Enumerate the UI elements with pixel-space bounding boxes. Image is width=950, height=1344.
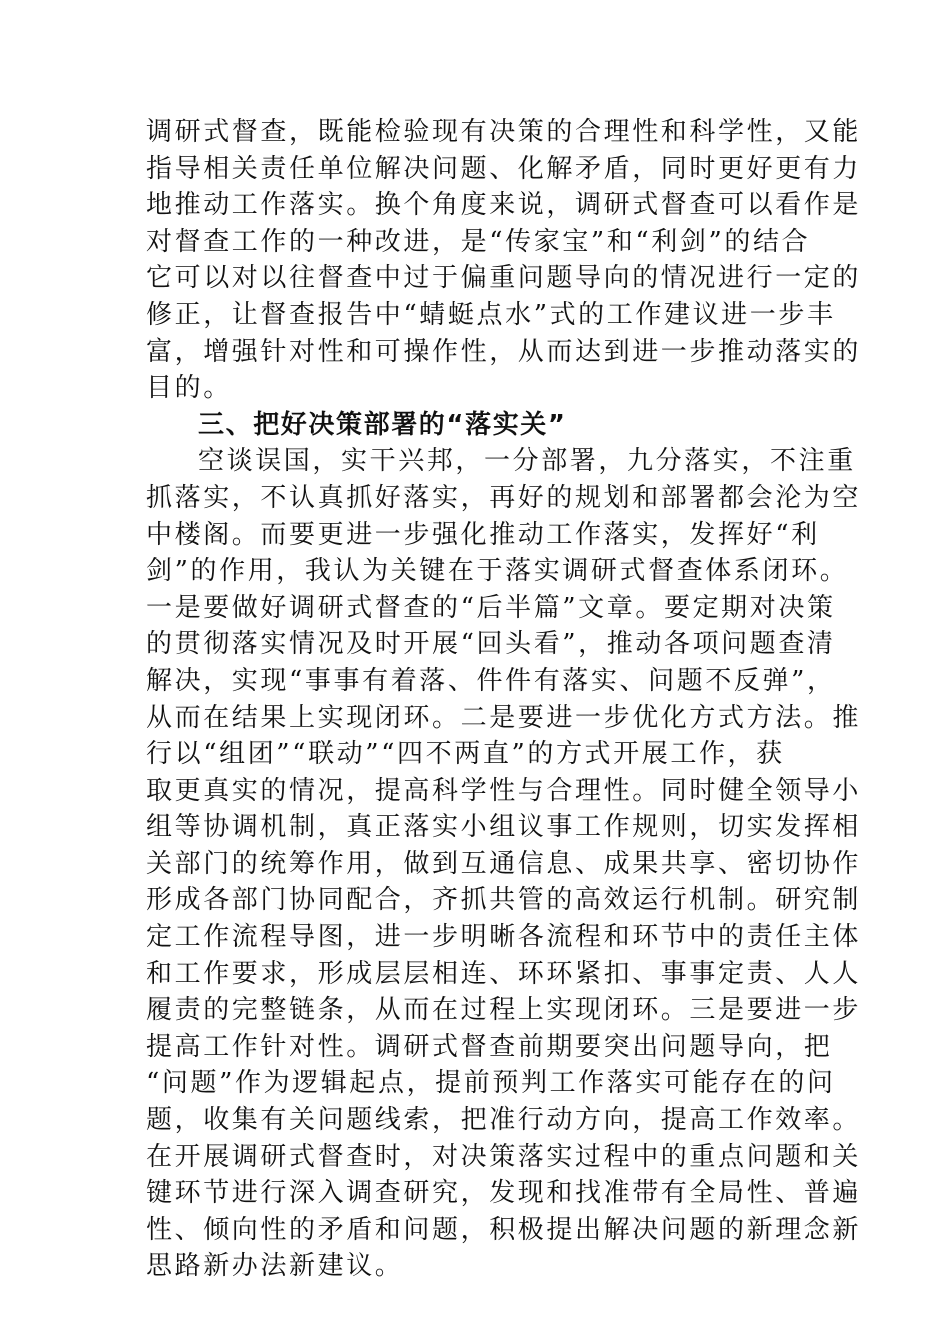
text-line: 从而在结果上实现闭环。二是要进一步优化方式方法。推 <box>146 702 862 733</box>
text-line: 一是要做好调研式督查的“后半篇”文章。要定期对决策 <box>146 592 836 623</box>
text-line: 在开展调研式督查时，对决策落实过程中的重点问题和关 <box>146 1141 862 1172</box>
text-line: 键环节进行深入调查研究，发现和找准带有全局性、普遍 <box>146 1178 862 1209</box>
text-line: 它可以对以往督查中过于偏重问题导向的情况进行一定的 <box>146 263 862 294</box>
text-line: 富，增强针对性和可操作性，从而达到进一步推动落实的 <box>146 336 862 367</box>
text-line: 调研式督查，既能检验现有决策的合理性和科学性，又能 <box>146 117 862 147</box>
text-line: 题，收集有关问题线索，把准行动方向，提高工作效率。 <box>146 1105 862 1136</box>
text-line: 提高工作针对性。调研式督查前期要突出问题导向，把 <box>146 1031 833 1062</box>
text-line: 行以“组团”“联动”“四不两直”的方式开展工作，获 <box>146 739 785 770</box>
text-line: 指导相关责任单位解决问题、化解矛盾，同时更好更有力 <box>146 153 862 184</box>
document-body <box>146 114 862 1285</box>
text-line: 解决，实现“事事有着落、件件有落实、问题不反弹”， <box>146 665 836 696</box>
text-line: 目的。 <box>146 373 232 404</box>
text-line: 形成各部门协同配合，齐抓共管的高效运行机制。研究制 <box>146 885 862 916</box>
text-line: 地推动工作落实。换个角度来说，调研式督查可以看作是 <box>146 190 862 221</box>
text-line: 空谈误国，实干兴邦，一分部署，九分落实，不注重 <box>198 446 856 477</box>
text-line: 履责的完整链条，从而在过程上实现闭环。三是要进一步 <box>146 995 862 1026</box>
section-heading: 三、把好决策部署的“落实关” <box>198 409 567 440</box>
text-line: 对督查工作的一种改进，是“传家宝”和“利剑”的结合 <box>146 226 811 257</box>
text-line: 定工作流程导图，进一步明晰各流程和环节中的责任主体 <box>146 922 862 953</box>
text-line: 组等协调机制，真正落实小组议事工作规则，切实发挥相 <box>146 812 862 843</box>
text-line: 取更真实的情况，提高科学性与合理性。同时健全领导小 <box>146 775 862 806</box>
text-line: 性、倾向性的矛盾和问题，积极提出解决问题的新理念新 <box>146 1214 862 1245</box>
text-line: 和工作要求，形成层层相连、环环紧扣、事事定责、人人 <box>146 958 862 989</box>
text-line: 中楼阁。而要更进一步强化推动工作落实，发挥好“利 <box>146 519 820 550</box>
text-line: 关部门的统筹作用，做到互通信息、成果共享、密切协作 <box>146 848 862 879</box>
text-line: “问题”作为逻辑起点，提前预判工作落实可能存在的问 <box>146 1068 836 1099</box>
text-line: 剑”的作用，我认为关键在于落实调研式督查体系闭环。 <box>146 556 849 587</box>
text-line: 抓落实，不认真抓好落实，再好的规划和部署都会沦为空 <box>146 482 862 513</box>
text-line: 的贯彻落实情况及时开展“回头看”，推动各项问题查清 <box>146 629 836 660</box>
text-line: 思路新办法新建议。 <box>146 1251 404 1282</box>
text-line: 修正，让督查报告中“蜻蜓点水”式的工作建议进一步丰 <box>146 299 836 330</box>
